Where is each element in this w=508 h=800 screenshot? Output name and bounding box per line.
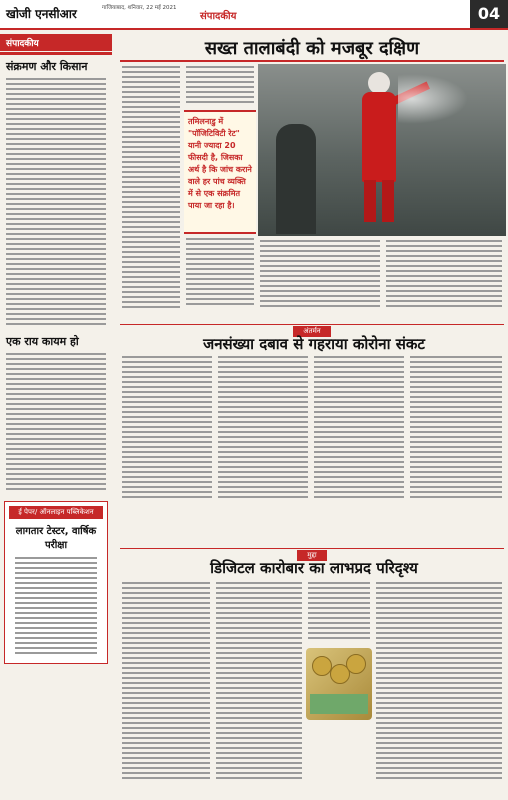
section-banner-antarman bbox=[120, 318, 504, 335]
main-headline: सख्त तालाबंदी को मजबूर दक्षिण bbox=[204, 38, 420, 59]
main-story-col2 bbox=[184, 66, 256, 106]
publication-ad bbox=[4, 501, 108, 664]
ad-body bbox=[9, 555, 103, 659]
editorial-body bbox=[0, 76, 112, 330]
story3-col1 bbox=[120, 582, 212, 782]
money-photo bbox=[306, 648, 372, 720]
story2-col3 bbox=[312, 356, 406, 501]
story2-col4 bbox=[408, 356, 504, 501]
ad-title: लागतार टेस्टर, वार्षिक परीक्षा bbox=[15, 526, 97, 551]
story3-col3-top bbox=[306, 582, 372, 642]
news-photo bbox=[258, 64, 506, 236]
photo-background-person bbox=[276, 124, 316, 234]
dateline: गाजियाबाद, शनिवार, 22 मई 2021 bbox=[102, 5, 177, 11]
page-header bbox=[0, 0, 508, 30]
masthead: खोजी एनसीआर bbox=[6, 7, 77, 21]
editorial-title: संक्रमण और किसान bbox=[6, 60, 88, 73]
page-number: 04 bbox=[470, 0, 508, 28]
editorial-band: संपादकीय bbox=[0, 34, 112, 51]
main-story-col1 bbox=[120, 66, 182, 311]
story3-col2 bbox=[214, 582, 304, 782]
section-title: संपादकीय bbox=[200, 11, 237, 22]
story3-col4 bbox=[374, 582, 504, 782]
ad-band: ई पेपर/ ऑनलाइन पब्लिकेशन bbox=[9, 506, 103, 519]
second-editorial-title: एक राय कायम हो bbox=[6, 335, 79, 348]
pull-quote bbox=[184, 110, 256, 234]
second-editorial-body bbox=[0, 351, 112, 495]
section-banner-mudda bbox=[120, 542, 504, 559]
headline-rule bbox=[120, 60, 504, 62]
banner2-label: मुद्दा bbox=[297, 550, 326, 561]
left-column bbox=[0, 34, 112, 800]
banner-label: अंतर्मन bbox=[293, 326, 330, 337]
pull-quote-text: तमिलनाडु में "पॉजिटिविटी रेट" यानी ज्यादा 20 फीसदी है, जिसका अर्थ है कि जांच कराने वाले हर पांच व्यक्ति में से एक संक्रमित पाया जा रहा है। bbox=[188, 117, 252, 210]
story2-col2 bbox=[216, 356, 310, 501]
story3-headline: डिजिटल कारोबार का लाभप्रद परिदृश्य bbox=[210, 559, 418, 577]
main-story-col4 bbox=[384, 240, 504, 310]
main-story-col3 bbox=[258, 240, 382, 310]
photo-spray bbox=[398, 74, 468, 124]
story2-headline: जनसंख्या दबाव से गहराया कोरोना संकट bbox=[203, 335, 425, 353]
main-story-col2-lower bbox=[184, 238, 256, 308]
story2-col1 bbox=[120, 356, 214, 501]
